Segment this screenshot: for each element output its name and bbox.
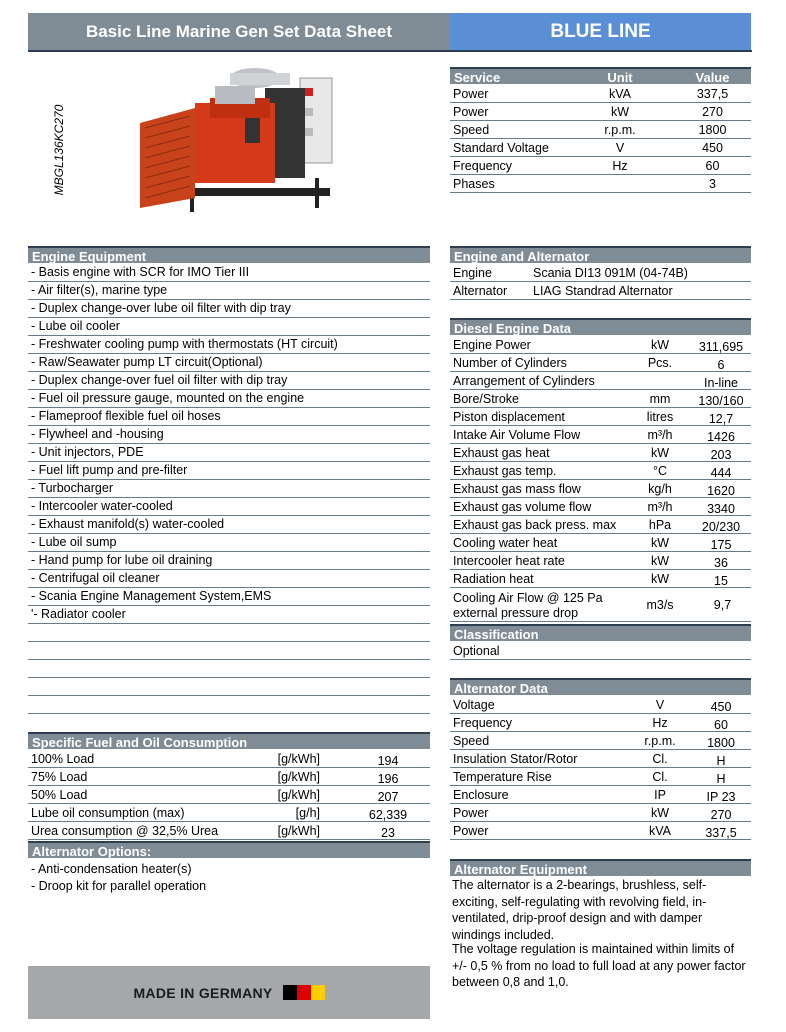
german-flag-icon — [283, 985, 325, 1000]
made-in-germany-badge: MADE IN GERMANY — [28, 966, 430, 1019]
alternator-data-title: Alternator Data — [450, 678, 751, 695]
alternator-options-title: Alternator Options: — [28, 841, 430, 858]
alternator-data-row: Frequency Hz 60 — [450, 714, 751, 732]
alternator-data-row: Temperature Rise Cl. H — [450, 768, 751, 786]
diesel-engine-row: Intercooler heat rate kW 36 — [450, 552, 751, 570]
engine-equipment-item: - Air filter(s), marine type — [28, 282, 430, 300]
fuel-consumption-title: Specific Fuel and Oil Consumption — [28, 732, 430, 749]
engine-alternator-title: Engine and Alternator — [450, 246, 751, 263]
fuel-consumption-row: Lube oil consumption (max) [g/h] 62,339 — [28, 804, 430, 822]
engine-equipment-item: - Flameproof flexible fuel oil hoses — [28, 408, 430, 426]
alternator-data-row: Enclosure IP IP 23 — [450, 786, 751, 804]
service-row: Phases 3 — [450, 175, 751, 193]
diesel-engine-row: Exhaust gas temp. °C 444 — [450, 462, 751, 480]
engine-equipment-item: - Fuel oil pressure gauge, mounted on the engine — [28, 390, 430, 408]
engine-equipment-item: - Hand pump for lube oil draining — [28, 552, 430, 570]
alternator-equipment-title: Alternator Equipment — [450, 859, 751, 876]
diesel-engine-title: Diesel Engine Data — [450, 318, 751, 335]
engine-equipment-item: - Turbocharger — [28, 480, 430, 498]
service-table-header: Service Unit Value — [450, 67, 751, 84]
alternator-data-row: Voltage V 450 — [450, 696, 751, 714]
engine-equipment-item: - Lube oil sump — [28, 534, 430, 552]
fuel-consumption-row: 75% Load [g/kWh] 196 — [28, 768, 430, 786]
engine-equipment-item: - Freshwater cooling pump with thermostats (HT circuit) — [28, 336, 430, 354]
engine-equipment-title: Engine Equipment — [28, 246, 430, 263]
sheet-title: Basic Line Marine Gen Set Data Sheet — [28, 13, 450, 50]
service-row: Standard Voltage V 450 — [450, 139, 751, 157]
engine-equipment-item: - Unit injectors, PDE — [28, 444, 430, 462]
engine-equipment-item: - Basis engine with SCR for IMO Tier III — [28, 264, 430, 282]
engine-equipment-item — [28, 624, 430, 642]
service-row: Frequency Hz 60 — [450, 157, 751, 175]
engine-equipment-item: - Duplex change-over lube oil filter with dip tray — [28, 300, 430, 318]
engine-equipment-item — [28, 696, 430, 714]
classification-title: Classification — [450, 624, 751, 641]
classification-row: Optional — [450, 642, 751, 660]
diesel-engine-row: Bore/Stroke mm 130/160 — [450, 390, 751, 408]
diesel-engine-row: Engine Power kW 311,695 — [450, 336, 751, 354]
service-row: Power kVA 337,5 — [450, 85, 751, 103]
product-line-banner: BLUE LINE — [450, 13, 751, 50]
cooling-air-row: Cooling Air Flow @ 125 Pa external pressure drop m3/s 9,7 — [450, 588, 751, 622]
alternator-option-item: - Droop kit for parallel operation — [31, 879, 207, 893]
engine-equipment-item: - Exhaust manifold(s) water-cooled — [28, 516, 430, 534]
model-code: MBGL136KC270 — [52, 104, 66, 196]
diesel-engine-row: Radiation heat kW 15 — [450, 570, 751, 588]
engine-equipment-item: - Scania Engine Management System,EMS — [28, 588, 430, 606]
fuel-consumption-row: Urea consumption @ 32,5% Urea [g/kWh] 23 — [28, 822, 430, 840]
alternator-data-row: Power kW 270 — [450, 804, 751, 822]
service-row: Power kW 270 — [450, 103, 751, 121]
engine-equipment-item — [28, 660, 430, 678]
engine-equipment-item: - Intercooler water-cooled — [28, 498, 430, 516]
engine-equipment-item — [28, 642, 430, 660]
diesel-engine-row: Arrangement of Cylinders In-line — [450, 372, 751, 390]
engine-alternator-row: Alternator LIAG Standrad Alternator — [450, 282, 751, 300]
alternator-equipment-text-1: The alternator is a 2-bearings, brushless, self-exciting, self-regulating with revolving field, in-ventilated, drip-proof design and with damper windings included. — [452, 878, 707, 942]
diesel-engine-row: Exhaust gas volume flow m³/h 3340 — [450, 498, 751, 516]
engine-equipment-item: '- Radiator cooler — [28, 606, 430, 624]
diesel-engine-row: Cooling water heat kW 175 — [450, 534, 751, 552]
service-row: Speed r.p.m. 1800 — [450, 121, 751, 139]
engine-equipment-item — [28, 678, 430, 696]
alternator-equipment-text-2: The voltage regulation is maintained within limits of +/- 0,5 % from no load to full load at any power factor between 0,8 and 1,0. — [452, 942, 746, 989]
engine-equipment-item: - Centrifugal oil cleaner — [28, 570, 430, 588]
diesel-engine-row: Exhaust gas heat kW 203 — [450, 444, 751, 462]
diesel-engine-row: Exhaust gas mass flow kg/h 1620 — [450, 480, 751, 498]
header-rule — [28, 50, 752, 52]
engine-equipment-item: - Duplex change-over fuel oil filter with dip tray — [28, 372, 430, 390]
diesel-engine-row: Intake Air Volume Flow m³/h 1426 — [450, 426, 751, 444]
engine-equipment-item: - Raw/Seawater pump LT circuit(Optional) — [28, 354, 430, 372]
alternator-options-list — [31, 861, 206, 895]
diesel-engine-row: Exhaust gas back press. max hPa 20/230 — [450, 516, 751, 534]
fuel-consumption-row: 100% Load [g/kWh] 194 — [28, 750, 430, 768]
alternator-option-item: - Anti-condensation heater(s) — [31, 862, 192, 876]
alternator-data-row: Insulation Stator/Rotor Cl. H — [450, 750, 751, 768]
alternator-data-row: Power kVA 337,5 — [450, 822, 751, 840]
diesel-engine-row: Number of Cylinders Pcs. 6 — [450, 354, 751, 372]
engine-equipment-item: - Lube oil cooler — [28, 318, 430, 336]
engine-equipment-item: - Fuel lift pump and pre-filter — [28, 462, 430, 480]
engine-equipment-item: - Flywheel and -housing — [28, 426, 430, 444]
alternator-data-row: Speed r.p.m. 1800 — [450, 732, 751, 750]
genset-image — [135, 58, 335, 218]
fuel-consumption-row: 50% Load [g/kWh] 207 — [28, 786, 430, 804]
engine-alternator-row: Engine Scania DI13 091M (04-74B) — [450, 264, 751, 282]
diesel-engine-row: Piston displacement litres 12,7 — [450, 408, 751, 426]
